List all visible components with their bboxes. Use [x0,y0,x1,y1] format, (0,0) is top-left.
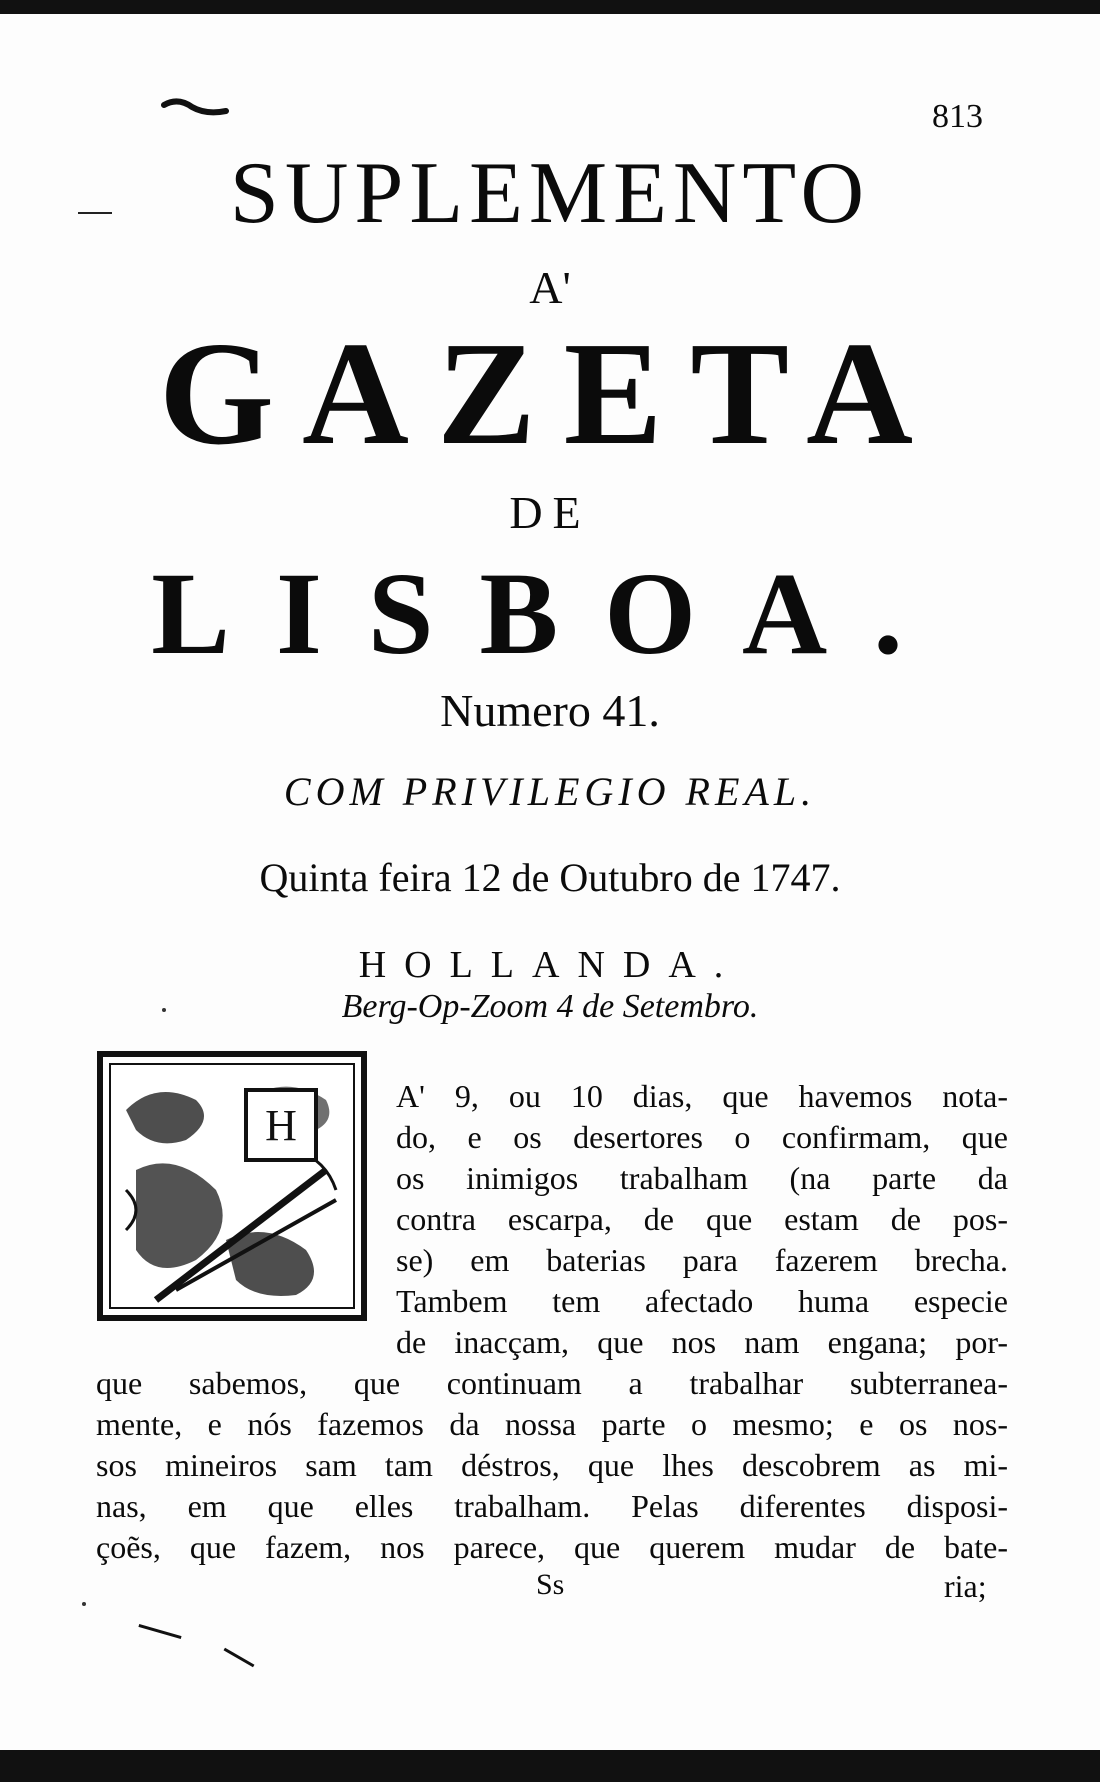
tilde-ornament [160,95,230,119]
article-line: contra escarpa, de que estam de pos- [396,1201,1008,1237]
woodcut-initial-illustration [96,1050,368,1322]
masthead-lisboa: LISBOA. [151,548,949,679]
issue-number: Numero 41. [440,685,660,736]
article-line: A' 9, ou 10 dias, que havemos nota- [396,1078,1008,1114]
article-line: mente, e nós fazemos da nossa parte o mesmo; e os nos- [96,1406,1008,1442]
ink-speck [162,1008,166,1012]
article-line: çoẽs, que fazem, nos parece, que querem mudar de bate- [96,1529,1008,1565]
article-dateline: Berg-Op-Zoom 4 de Setembro. [341,988,759,1025]
issue-date: Quinta feira 12 de Outubro de 1747. [259,855,841,900]
page-number: 813 [932,98,983,135]
printer-signature-mark: Ss [536,1568,565,1601]
article-line: do, e os desertores o confirmam, que [396,1119,1008,1155]
section-heading: HOLLANDA. [358,944,742,986]
ink-speck [82,1602,86,1606]
catchword: ria; [944,1568,987,1604]
article-line: Tambem tem afectado huma especie [396,1283,1008,1319]
article-line: sos mineiros sam tam déstros, que lhes descobrem as mi- [96,1447,1008,1483]
article-line: de inacçam, que nos nam engana; por- [396,1324,1008,1360]
article-line: nas, em que elles trabalham. Pelas diferentes disposi- [96,1488,1008,1524]
scan-top-border [0,0,1100,14]
scan-bottom-border [0,1750,1100,1782]
masthead-gazeta: GAZETA [158,312,942,476]
masthead-suplemento: SUPLEMENTO [229,145,871,242]
masthead-a: A' [529,262,571,313]
article-line: os inimigos trabalham (na parte da [396,1160,1008,1196]
article-line: se) em baterias para fazerem brecha. [396,1242,1008,1278]
article-line: que sabemos, que continuam a trabalhar subterranea- [96,1365,1008,1401]
woodcut-letter: H [265,1101,297,1150]
royal-privilege: COM PRIVILEGIO REAL. [283,769,817,814]
masthead-de: DE [509,487,591,538]
